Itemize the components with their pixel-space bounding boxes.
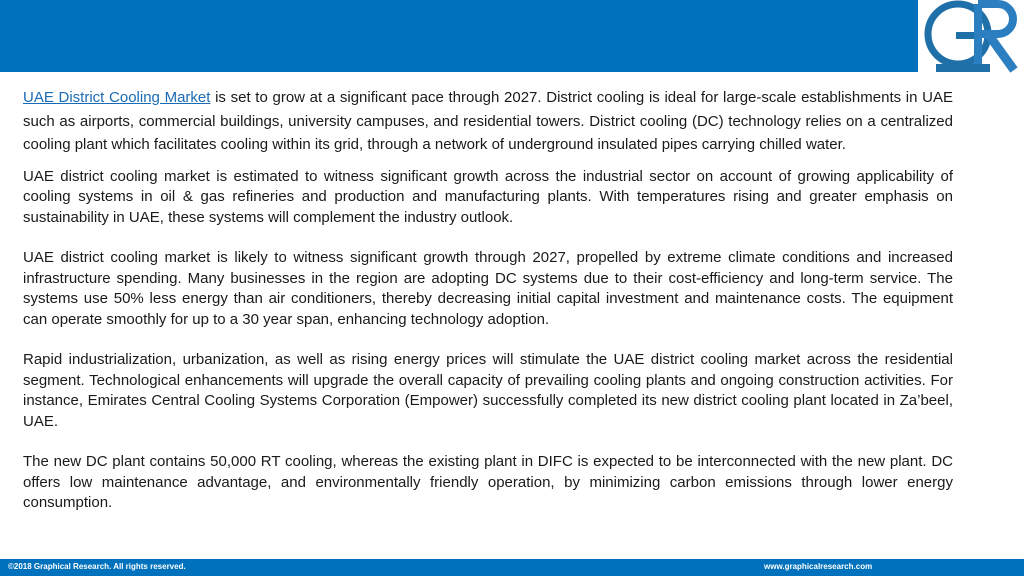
paragraph-intro — [23, 86, 953, 157]
paragraph-intro-text: is set to grow at a significant pace through 2027. District cooling is ideal for large-scale establishments in UAE such as airports, commercial buildings, university campuses, and residential towers. District cooling (DC) technology relies on a centralized cooling plant which facilitates cooling within its grid, through a network of underground insulated pipes carrying chilled water. — [23, 89, 953, 153]
footer-bar — [0, 559, 1024, 576]
copyright-text: ©2018 Graphical Research. All rights reserved. — [8, 562, 186, 571]
article-body — [23, 86, 953, 534]
market-report-link[interactable]: UAE District Cooling Market — [23, 89, 211, 106]
paragraph-growth: UAE district cooling market is likely to witness significant growth through 2027, propelled by extreme climate conditions and increased infrastructure spending. Many businesses in the region are adopting DC systems due to their cost-efficiency and long-term service. The systems use 50% less energy than air conditioners, thereby decreasing initial capital investment and maintenance costs. The equipment can operate smoothly for up to a 30 year span, enhancing technology adoption. — [23, 249, 953, 328]
logo[interactable] — [918, 0, 1024, 76]
paragraph-dc-plant: The new DC plant contains 50,000 RT cooling, whereas the existing plant in DIFC is expected to be interconnected with the new plant. DC offers low maintenance advantage, and environmentally friendly operation, by minimizing carbon emissions through lower energy consumption. — [23, 453, 953, 511]
graphical-research-logo-icon — [918, 0, 1024, 76]
header-bar — [0, 0, 1024, 72]
paragraph-industrial: UAE district cooling market is estimated to witness significant growth across the industrial sector on account of growing applicability of cooling systems in oil & gas refineries and production and manufacturing plants. With temperatures rising and greater emphasis on sustainability in UAE, these systems will complement the industry outlook. — [23, 167, 953, 226]
website-link[interactable]: www.graphicalresearch.com — [764, 562, 873, 571]
paragraph-residential: Rapid industrialization, urbanization, as well as rising energy prices will stimulate the UAE district cooling market across the residential segment. Technological enhancements will upgrade the overall capacity of prevailing cooling plants and ongoing construction activities. For instance, Emirates Central Cooling Systems Corporation (Empower) successfully completed its new district cooling plant located in Za’beel, UAE. — [23, 351, 953, 430]
